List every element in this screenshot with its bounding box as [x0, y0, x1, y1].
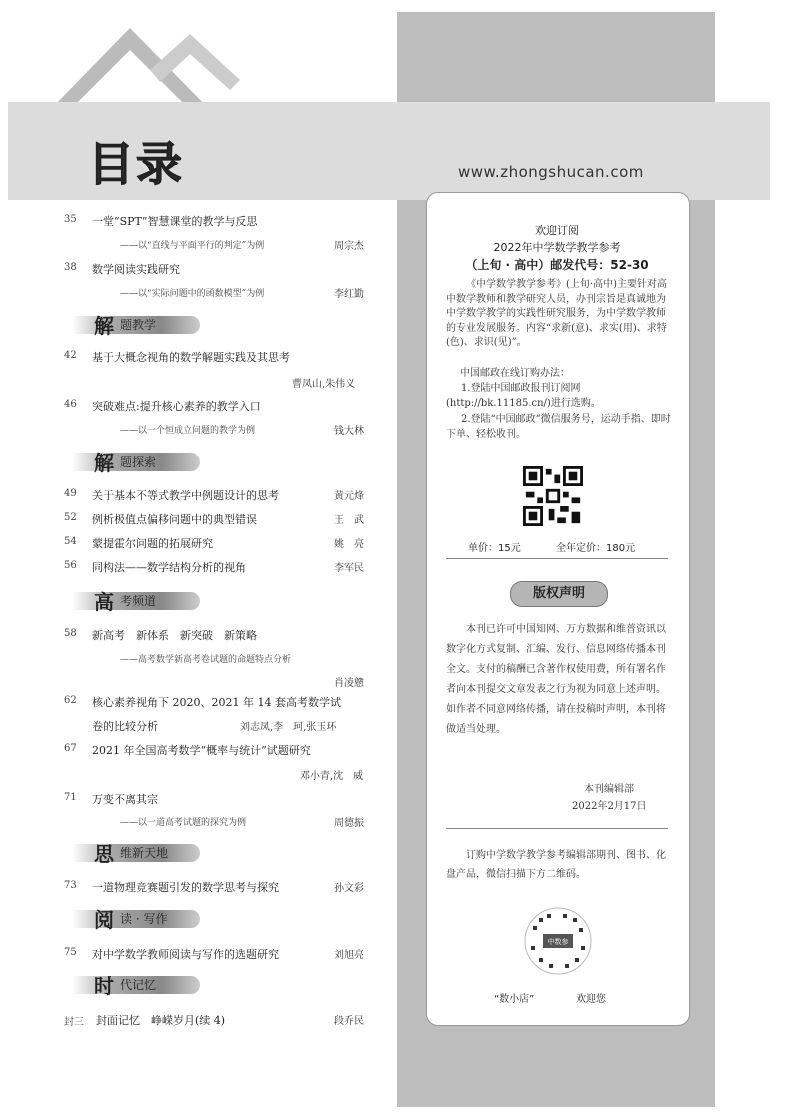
- toc-title[interactable]: 同构法——数学结构分析的视角: [92, 561, 246, 574]
- toc-page-number: 75: [64, 947, 77, 958]
- toc-title-continued[interactable]: 卷的比较分析: [92, 720, 158, 733]
- section-initial: 阅: [94, 908, 114, 932]
- toc-title[interactable]: 例析极值点偏移问题中的典型错误: [92, 513, 257, 526]
- toc-author: 钱大林: [334, 426, 364, 437]
- toc-page-number: 封三: [64, 1017, 84, 1028]
- toc-author: 刘志凤,李 珂,张玉环: [240, 722, 337, 733]
- journal-intro: 《中学数学教学参考》(上旬·高中)主要针对高中数学教师和教学研究人员，办刊宗旨是真诚地为中学数学教学的实践性研究服务，为中学数学教师的专业发展服务。内容“求新(意)、求实(用)、求特(色)、求识(见)”。: [446, 279, 667, 348]
- toc-author: 邓小青,沈 威: [300, 771, 364, 782]
- toc-author: 曹凤山,朱伟义: [292, 379, 356, 390]
- website-url[interactable]: www.zhongshucan.com: [458, 163, 644, 181]
- toc-page-number: 38: [64, 262, 77, 273]
- postal-code: （上旬 · 高中）邮发代号：52-30: [465, 258, 649, 272]
- toc-author: 段乔民: [334, 1016, 364, 1027]
- toc-page-number: 67: [64, 743, 77, 754]
- unit-price: 单价：15元: [468, 543, 521, 554]
- toc-page-number: 54: [64, 536, 77, 547]
- section-label: 读 · 写作: [120, 912, 168, 926]
- toc-page-number: 56: [64, 560, 77, 571]
- welcome-you: 欢迎您: [576, 994, 606, 1005]
- toc-title[interactable]: 万变不离其宗: [92, 793, 158, 806]
- order-method-1[interactable]: 1.登陆中国邮政报刊订阅网(http://bk.11185.cn/)进行选购。: [446, 383, 601, 409]
- section-initial: 思: [94, 842, 114, 866]
- section-header: [72, 906, 202, 930]
- order-instructions: 订购中学数学教学参考编辑部期刊、图书、化盘产品，微信扫描下方二维码。: [446, 850, 666, 880]
- section-label: 维新天地: [120, 846, 169, 860]
- mini-program-qr-icon[interactable]: [523, 906, 593, 976]
- toc-page-number: 52: [64, 512, 77, 523]
- toc-title[interactable]: 对中学数学教师阅读与写作的选题研究: [92, 948, 279, 961]
- toc-title[interactable]: 关于基本不等式教学中例题设计的思考: [92, 489, 279, 502]
- toc-author: 周德振: [334, 818, 364, 829]
- toc-title[interactable]: 2021 年全国高考数学“概率与统计”试题研究: [92, 744, 311, 757]
- toc-author: 孙文彩: [334, 883, 364, 894]
- toc-page-number: 58: [64, 628, 77, 639]
- toc-title[interactable]: 突破难点:提升核心素养的教学入口: [92, 400, 261, 413]
- section-header: [72, 312, 202, 336]
- section-initial: 解: [94, 314, 114, 338]
- toc-author: 姚 亮: [334, 539, 364, 550]
- journal-name: 2022年中学数学教学参考: [493, 241, 621, 254]
- toc-page-number: 73: [64, 880, 77, 891]
- copyright-text: 本刊已许可中国知网、万方数据和维普资讯以数字化方式复制、汇编、发行、信息网络传播本刊全文。支付的稿酬已含著作权使用费，所有署名作者向本刊提交文章发表之行为视为同意上述声明。如作者不同意网络传播，请在投稿时声明，本刊将做适当处理。: [446, 624, 666, 735]
- toc-author: 李红勤: [334, 289, 364, 300]
- toc-subtitle: ——以一道高考试题的探究为例: [120, 818, 247, 828]
- section-initial: 高: [94, 590, 114, 614]
- toc-title[interactable]: 新高考 新体系 新突破 新策略: [92, 629, 257, 642]
- toc-title[interactable]: 核心素养视角下 2020、2021 年 14 套高考数学试: [92, 696, 341, 709]
- divider: [446, 828, 668, 829]
- toc-page-number: 46: [64, 399, 77, 410]
- toc-title[interactable]: 封面记忆 峥嵘岁月(续 4): [96, 1014, 226, 1027]
- toc-page-number: 71: [64, 792, 77, 803]
- toc-author: 王 武: [334, 515, 364, 526]
- editor-dept: 本刊编辑部: [584, 784, 634, 795]
- copyright-badge: 版权声明: [510, 581, 608, 607]
- page-title: 目录: [88, 137, 184, 191]
- toc-title[interactable]: 蒙提霍尔问题的拓展研究: [92, 537, 213, 550]
- toc-author: 肖凌戆: [334, 678, 364, 689]
- order-method-2: 2.登陆“中国邮政”微信服务号，运动手指、即时下单、轻松收刊。: [446, 414, 671, 440]
- welcome-text: 欢迎订阅: [535, 224, 579, 237]
- section-header: [72, 972, 202, 996]
- section-label: 题探索: [120, 455, 157, 469]
- toc-author: 刘旭亮: [334, 950, 364, 961]
- shop-name: “数小店”: [494, 994, 535, 1005]
- toc-page-number: 62: [64, 695, 77, 706]
- toc-author: 李军民: [334, 563, 364, 574]
- section-label: 考频道: [120, 594, 157, 608]
- toc-page-number: 35: [64, 214, 77, 225]
- section-label: 代记忆: [120, 978, 157, 992]
- toc-subtitle: ——以一个恒成立问题的教学为例: [120, 426, 256, 436]
- divider: [446, 558, 668, 559]
- qr-code-icon[interactable]: [523, 466, 583, 526]
- toc-subtitle: ——以“直线与平面平行的判定”为例: [120, 241, 265, 251]
- order-method-title: 中国邮政在线订购办法：: [460, 368, 570, 379]
- section-header: [72, 449, 202, 473]
- qr-label: 中数参: [547, 938, 569, 946]
- toc-title[interactable]: 基于大概念视角的数学解题实践及其思考: [92, 351, 290, 364]
- toc-page-number: 42: [64, 350, 77, 361]
- section-label: 题教学: [120, 318, 157, 332]
- roof-graphic: [40, 20, 240, 110]
- toc-author: 黄元烽: [334, 491, 364, 502]
- annual-price: 全年定价：180元: [556, 543, 636, 554]
- toc-title[interactable]: 一堂“SPT”智慧课堂的教学与反思: [92, 215, 258, 228]
- toc-page-number: 49: [64, 488, 77, 499]
- section-initial: 解: [94, 451, 114, 475]
- toc-author: 周宗杰: [334, 241, 364, 252]
- toc-title[interactable]: 一道物理竞赛题引发的数学思考与探究: [92, 881, 279, 894]
- section-header: [72, 588, 202, 612]
- section-initial: 时: [94, 974, 114, 998]
- toc-subtitle: ——高考数学新高考卷试题的命题特点分析: [120, 655, 292, 665]
- section-header: [72, 840, 202, 864]
- statement-date: 2022年2月17日: [572, 801, 647, 812]
- toc-subtitle: ——以“实际问题中的函数模型”为例: [120, 289, 265, 299]
- toc-title[interactable]: 数学阅读实践研究: [92, 263, 180, 276]
